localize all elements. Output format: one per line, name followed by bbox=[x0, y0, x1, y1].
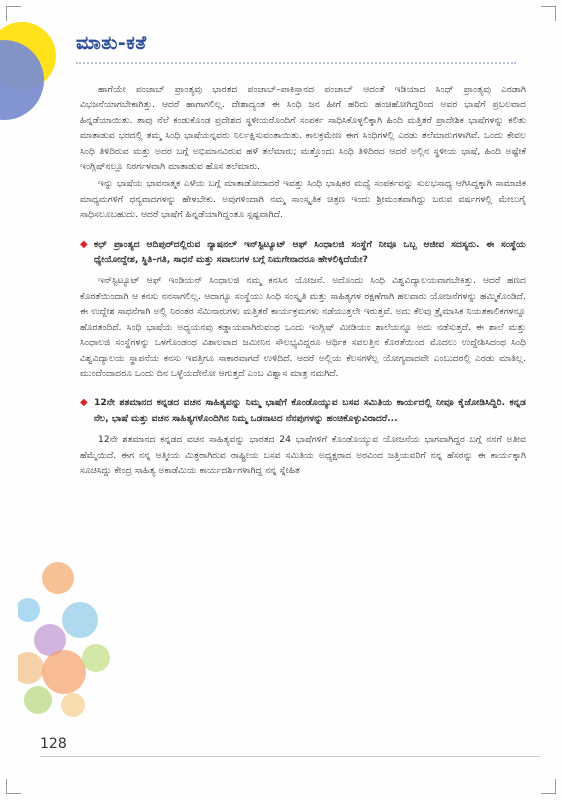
crop-mark bbox=[6, 6, 21, 21]
page-number: 128 bbox=[40, 736, 67, 752]
paragraph: ಇನ್‌ಸ್ಟಿಟ್ಯೂಟ್ ಆಫ್ ಇಂಡಿಯನ್ ಸಿಂಧಾಲಜಿ ನಮ್ಮ ಕನಸಿನ ಯೋಜನೆ. ಅದೊಂದು ಸಿಂಧಿ ವಿಶ್ವವಿದ್ಯಾಲಯವಾಗಬೇಕಿತ್ತು. ಆದರೆ ಹಣದ ಕೊರತೆಯಿಂದಾಗಿ ಆ ಕನಸು ನನಸಾಗಲಿಲ್ಲ. ಆದಾಗ್ಯೂ ಸಂಸ್ಥೆಯು ಸಿಂಧಿ ಸಂಸ್ಕೃತಿ ಮತ್ತು ಸಾಹಿತ್ಯಗಳ ರಕ್ಷಣೆಗಾಗಿ ಹಲವಾರು ಯೋಜನೆಗಳನ್ನು ಹಮ್ಮಿಕೊಂಡಿದೆ. ಈ ಉದ್ದೇಶ ಸಾಧನೆಗಾಗಿ ಅಲ್ಲಿ ನಿರಂತರ ಸೆಮಿನಾರುಗಳು ಮತ್ತಿತರೆ ಕಾರ್ಯಕ್ರಮಗಳು ನಡೆಯುತ್ತಲೇ ಇರುತ್ತವೆ. ಅದು ಕೆಲವು ತ್ರೈಮಾಸಿಕ ನಿಯತಕಾಲಿಕಗಳನ್ನೂ ಹೊರತಂದಿದೆ. ಸಿಂಧಿ ಭಾಷೆಯ ಅಧ್ಯಯನವು ಕಡ್ಡಾಯವಾಗಿರುವಂಥ ಒಂದು ಇಂಗ್ಲಿಷ್ ಮೀಡಿಯಂ ಶಾಲೆಯನ್ನೂ ಅದು ನಡೆಸುತ್ತದೆ. ಈ ಶಾಲೆ ಮತ್ತು ಸಿಂಧಾಲಜಿ ಸಂಸ್ಥೆಗಳನ್ನು ಒಳಗೊಂಡಂಥ ವಿಶಾಲವಾದ ಜಮೀನಿನ ಸೌಲಭ್ಯವಿದ್ದರೂ ಆರ್ಥಿಕ ಸವಲತ್ತಿನ ಕೊರತೆಯಿಂದ ಮೊದಲು ಉದ್ದೇಶಿಸಿದಂಥ ಸಿಂಧಿ ವಿಶ್ವವಿದ್ಯಾಲಯ ಸ್ಥಾಪನೆಯ ಕನಸು ಇವತ್ತಿಗೂ ಸಾಕಾರವಾಗದೆ ಉಳಿದಿದೆ. ಆದರೆ ಅಲ್ಲಿಯ ಕೆಲಸಗಳೆಲ್ಲ ಯೋಗ್ಯವಾದವೇ ಎಂಬುದರಲ್ಲಿ ಎರಡು ಮಾತಿಲ್ಲ. ಮುಂದೆಂದಾದರೂ ಒಂದು ದಿನ ಒಳ್ಳೆಯದೇನೋ ಆಗುತ್ತದೆ ಎಂಬ ವಿಶ್ವಾಸ ಮಾತ್ರ ನಮಗಿದೆ. bbox=[80, 275, 526, 379]
crop-mark bbox=[541, 6, 556, 21]
paragraph: 12ನೇ ಶತಮಾನದ ಕನ್ನಡದ ವಚನ ಸಾಹಿತ್ಯವನ್ನು ಭಾರತದ 24 ಭಾಷೆಗಳಿಗೆ ಕೊಂಡೊಯ್ಯುವ ಯೋಜನೆಯ ಭಾಗವಾಗಿದ್ದರ ಬಗ್ಗೆ ನನಗೆ ಅತೀವ ಹೆಮ್ಮೆಯಿದೆ. ಈಗ ನನ್ನ ಆತ್ಮೀಯ ಮಿತ್ರರಾಗಿರುವ ರಾಷ್ಟ್ರೀಯ ಬಸವ ಸಮಿತಿಯ ಅಧ್ಯಕ್ಷರಾದ ಅರವಿಂದ ಜತ್ತಿಯವರಿಗೆ ನನ್ನ ಹೆಸರನ್ನು ಈ ಕಾರ್ಯಕ್ಕಾಗಿ ಸೂಚಿಸಿದ್ದು ಕೇಂದ್ರ ಸಾಹಿತ್ಯ ಅಕಾಡೆಮಿಯ ಕಾರ್ಯದರ್ಶಿಗಳಾಗಿದ್ದ ನನ್ನ ಸ್ನೇಹಿತ bbox=[80, 434, 526, 476]
decorative-circles-top bbox=[0, 20, 80, 130]
red-diamond-icon: ◆ bbox=[80, 397, 88, 409]
crop-mark bbox=[6, 779, 21, 794]
paragraph: ಇನ್ನು ಭಾಷೆಯ ಭಾವನಾತ್ಮಕ ಎಳೆಯ ಬಗ್ಗೆ ಮಾತಾಡೋದಾದರೆ ಇವತ್ತು ಸಿಂಧಿ ಭಾಷಿಕರ ಮಧ್ಯೆ ಸಂಪರ್ಕವನ್ನು ಸುಲಭಸಾಧ್ಯ ಆಗಿಸಿದ್ದಕ್ಕಾಗಿ ಸಾಮಾಜಿಕ ಮಾಧ್ಯಮಗಳಿಗೆ ಧನ್ಯವಾದಗಳನ್ನು ಹೇಳಬೇಕು. ಅವುಗಳಿಂದಾಗಿ ನಮ್ಮ ಸಾಂಸ್ಕೃತಿಕ ಚಿತ್ರಣ ಇಂದು ಶ್ರೀಮಂತವಾಗಿದ್ದು ಬರುವ ವರ್ಷಗಳಲ್ಲಿ ಮೇಲುಗೈ ಸಾಧಿಸಲೂಬಹುದು. ಆದರೆ ಭಾಷೆಗೆ ಹಿನ್ನಡೆಯಾಗಿದ್ದಂತೂ ಸ್ಪಷ್ಟವಾಗಿದೆ. bbox=[80, 178, 526, 221]
question-text: ಕಛ್ ಪ್ರಾಂತ್ಯದ ಆದಿಪುರ್‌ದಲ್ಲಿರುವ ನ್ಯಾಷನಲ್ ಇನ್‌ಸ್ಟಿಟ್ಯೂಟ್ ಆಫ್ ಸಿಂಧಾಲಜಿ ಸಂಸ್ಥೆಗೆ ನೀವೂ ಒಬ್ಬ ಆಜೀವ ಸದಸ್ಯರು. ಈ ಸಂಸ್ಥೆಯ ಧ್ಯೇಯೋದ್ದೇಶ, ಸ್ಥಿತಿ–ಗತಿ, ಸಾಧನೆ ಮತ್ತು ಸವಾಲುಗಳ ಬಗ್ಗೆ ನಿಮಗೇನಾದರೂ ಹೇಳಲಿಕ್ಕಿದೆಯೇ? bbox=[94, 238, 526, 266]
footer-divider bbox=[40, 756, 540, 757]
decorative-bubbles-bottom bbox=[18, 560, 118, 730]
section-title: ಮಾತು-ಕತೆ bbox=[76, 32, 147, 54]
interview-question bbox=[80, 237, 526, 268]
title-divider bbox=[76, 62, 516, 64]
red-diamond-icon: ◆ bbox=[80, 238, 88, 250]
question-text: 12ನೇ ಶತಮಾನದ ಕನ್ನಡದ ವಚನ ಸಾಹಿತ್ಯವನ್ನು ನಿಮ್ಮ ಭಾಷೆಗೆ ಕೊಂಡೊಯ್ಯುವ ಬಸವ ಸಮಿತಿಯ ಕಾರ್ಯದಲ್ಲಿ ನೀವೂ ಕೈಜೋಡಿಸಿದ್ದಿರಿ. ಕನ್ನಡ ನೆಲ, ಭಾಷೆ ಮತ್ತು ವಚನ ಸಾಹಿತ್ಯಗಳೊಂದಿಗಿನ ನಿಮ್ಮ ಒಡನಾಟದ ನೆನಪುಗಳನ್ನು ಹಂಚಿಕೊಳ್ಳುವಿರಾದರೆ... bbox=[94, 397, 526, 424]
crop-mark bbox=[541, 779, 556, 794]
article-body bbox=[80, 82, 526, 480]
paragraph: ಹಾಗೆಯೇ ಪಂಜಾಬ್ ಪ್ರಾಂತ್ಯವು ಭಾರತದ ಪಂಜಾಬ್–ಪಾಕಿಸ್ತಾನದ ಪಂಜಾಬ್ ಆದಂತೆ ಇಡಿಯಾದ ಸಿಂಧ್ ಪ್ರಾಂತ್ಯವು ಎರಡಾಗಿ ವಿಭಜನೆಯಾಗಬೇಕಾಗಿತ್ತು. ಆದರೆ ಹಾಗಾಗಲಿಲ್ಲ. ದೇಶಾದ್ಯಂತ ಈ ಸಿಂಧಿ ಜನ ಹೀಗೆ ಹರಿದು ಹಂಚಿಹೋಗಿದ್ದರಿಂದ ಅವರ ಭಾಷೆಗೆ ಪ್ರಬಲವಾದ ಹಿನ್ನಡೆಯಾಯಿತು. ತಾವು ನೆಲೆ ಕಂಡುಕೊಂಡ ಪ್ರದೇಶದ ಸ್ಥಳೀಯರೊಂದಿಗೆ ಸಂಪರ್ಕ ಸಾಧಿಸಿಕೊಳ್ಳಲಿಕ್ಕಾಗಿ ಹಿಂದಿ ಮತ್ತಿತರೆ ಪ್ರಾದೇಶಿಕ ಭಾಷೆಗಳನ್ನು ಕಲಿತು ಮಾತಾಡುವ ಭರದಲ್ಲಿ ತಮ್ಮ ಸಿಂಧಿ ಭಾಷೆಯನ್ನವರು ನಿರ್ಲಕ್ಷಿಸುವಂತಾಯಿತು. ಕಾಲಕ್ರಮೇಣ ಈಗ ಸಿಂಧಿಗಳಲ್ಲಿ ಎರಡು ತಲೆಮಾರುಗಳಾಗಿವೆ. ಒಂದು ಕೇವಲ ಸಿಂಧಿ ತಿಳಿದಿರುವ ಮತ್ತು ಅದರ ಬಗ್ಗೆ ಅಭಿಮಾನವಿರುವ ಹಳೆ ತಲೆಮಾರು; ಮತ್ತೊಂದು ಸಿಂಧಿ ತಿಳಿದಿರದ ಆದರೆ ಅಲ್ಲಿನ ಸ್ಥಳೀಯ ಭಾಷೆ, ಹಿಂದಿ ಅಷ್ಟೇಕೆ ಇಂಗ್ಲಿಷ್‌ನಲ್ಲೂ ನಿರರ್ಗಳವಾಗಿ ಮಾತಾಡುವ ಹೊಸ ತಲೆಮಾರು. bbox=[80, 84, 526, 173]
interview-question bbox=[80, 395, 526, 426]
